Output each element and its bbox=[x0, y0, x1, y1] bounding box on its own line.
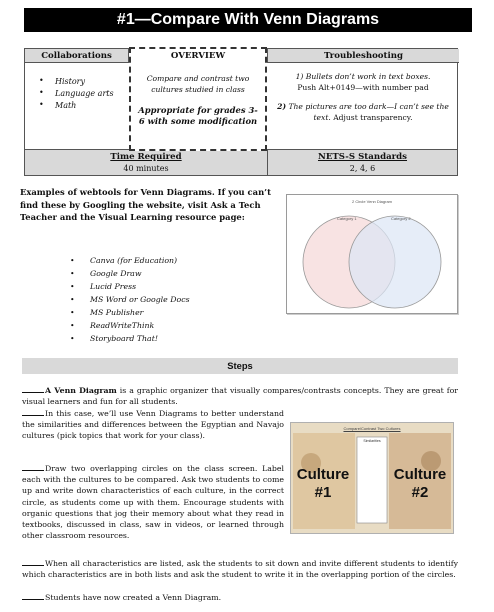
nets-label: NETS-S Standards bbox=[317, 152, 408, 162]
culture-2-number: #2 bbox=[411, 484, 429, 501]
checkbox-blank bbox=[22, 592, 44, 600]
venn-circles-graphic bbox=[287, 204, 457, 312]
checkbox-blank bbox=[22, 463, 44, 471]
time-required-value: 40 minutes bbox=[123, 164, 169, 173]
trouble-question-2: The pictures are too dark—I can’t see the text. bbox=[288, 102, 449, 122]
trouble-question-1: Bullets don’t work in text boxes. bbox=[305, 72, 431, 81]
overview-text: Compare and contrast two cultures studied in class bbox=[146, 74, 250, 94]
collaborations-header: Collaborations bbox=[25, 49, 129, 63]
venn-diagram-image bbox=[286, 194, 458, 314]
list-item: • Lucid Press bbox=[70, 280, 190, 293]
nets-cell bbox=[267, 150, 457, 176]
list-item: • History bbox=[39, 77, 129, 86]
venn-right-circle bbox=[349, 216, 441, 308]
list-item: • MS Word or Google Docs bbox=[70, 293, 190, 306]
checkbox-blank bbox=[22, 558, 44, 566]
trouble-answer-1: Push Alt+0149—with number pad bbox=[297, 83, 429, 92]
collaborations-list bbox=[25, 63, 129, 110]
list-item: • Canva (for Education) bbox=[70, 254, 190, 267]
step-1: A Venn Diagram is a graphic organizer that visually compares/contrasts concepts. They are great for visual learners and fun for all students. bbox=[22, 386, 459, 407]
culture-graphic bbox=[291, 423, 453, 533]
checkbox-blank bbox=[22, 408, 44, 416]
collaborations-column bbox=[25, 49, 129, 149]
list-item: • MS Publisher bbox=[70, 306, 190, 319]
step-2: In this case, we’ll use Venn Diagrams to better understand the similarities and differences between the Egyptian and Navajo cultures (pick topics that work for your class). bbox=[22, 409, 284, 441]
step-4: When all characteristics are listed, ask the students to sit down and invite different students to identify which characteristics are in both lists and ask the student to write it in the overlapping portion of the circles. bbox=[22, 559, 458, 580]
list-item: • Google Draw bbox=[70, 267, 190, 280]
webtools-intro: Examples of webtools for Venn Diagrams. If you can’t find these by Googling the website, visit Ask a Tech Teacher and the Visual Learning resource page: bbox=[20, 187, 271, 222]
venn-right-label: Category 2 bbox=[391, 216, 411, 221]
venn-caption: 2 Circle Venn Diagram bbox=[351, 199, 393, 204]
troubleshooting-header: Troubleshooting bbox=[267, 49, 459, 63]
webtools-list bbox=[70, 254, 190, 345]
similarities-label: Similarities bbox=[363, 439, 381, 443]
culture-2-word: Culture bbox=[393, 466, 447, 483]
list-item: • Language arts bbox=[39, 89, 129, 98]
overview-column bbox=[129, 47, 267, 151]
trouble-answer-2: Adjust transparency. bbox=[333, 113, 413, 122]
overview-header: OVERVIEW bbox=[131, 49, 265, 63]
venn-left-label: Category 1 bbox=[337, 216, 357, 221]
lesson-summary-table bbox=[24, 48, 458, 176]
time-required-cell bbox=[25, 150, 267, 176]
similarities-box bbox=[357, 437, 387, 523]
checkbox-blank bbox=[22, 385, 44, 393]
culture-1-number: #1 bbox=[314, 484, 332, 501]
list-item: • Storyboard That! bbox=[70, 332, 190, 345]
culture-comparison-image bbox=[290, 422, 454, 534]
time-required-label: Time Required bbox=[110, 152, 182, 162]
troubleshooting-text: 1) Bullets don’t work in text boxes. Push Alt+0149—with number pad 2) The pictures are too dark—I can’t see the text. Adjust transparency. bbox=[277, 72, 449, 122]
page-title: #1—Compare With Venn Diagrams bbox=[24, 8, 472, 32]
step-3: Draw two overlapping circles on the class screen. Label each with the cultures to be compared. Ask two students to come up and write down characteristics of each culture, in the correct circle, as students come up with them. Encourage students with organic questions that jog their memory about what they read in textbooks, discussed in class, saw in videos, or learned through other classroom resources. bbox=[22, 464, 284, 541]
step-5: Students have now created a Venn Diagram. bbox=[22, 592, 458, 603]
summary-footer-row bbox=[25, 149, 457, 175]
troubleshooting-column bbox=[267, 49, 459, 149]
culture-1-word: Culture bbox=[296, 466, 350, 483]
steps-header: Steps bbox=[22, 358, 458, 374]
nets-value: 2, 4, 6 bbox=[349, 164, 376, 173]
list-item: • ReadWriteThink bbox=[70, 319, 190, 332]
list-item: • Math bbox=[39, 101, 129, 110]
overview-grades: Appropriate for grades 3-6 with some modification bbox=[138, 105, 258, 126]
culture-caption: Compare/Contrast Two Cultures bbox=[343, 426, 401, 431]
